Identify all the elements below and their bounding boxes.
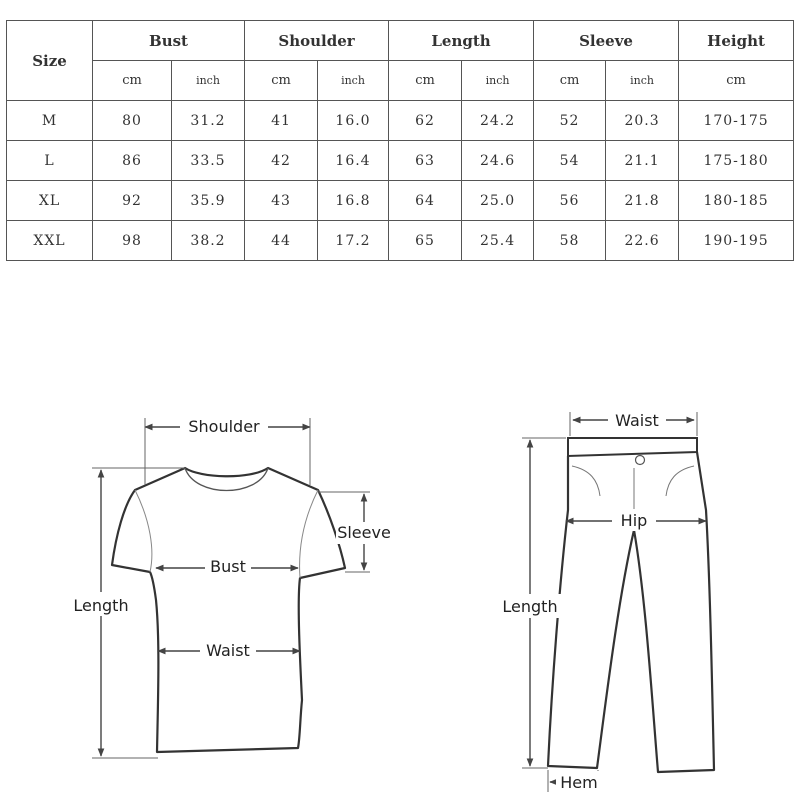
unit-inch: inch [172, 61, 245, 101]
size-cell: XXL [7, 221, 93, 261]
size-cell: L [7, 141, 93, 181]
value-cell: 86 [93, 141, 172, 181]
value-cell: 38.2 [172, 221, 245, 261]
value-cell: 20.3 [606, 101, 679, 141]
value-cell: 43 [245, 181, 318, 221]
value-cell: 42 [245, 141, 318, 181]
height-header: Height [679, 21, 794, 61]
value-cell: 21.1 [606, 141, 679, 181]
value-cell: 16.0 [318, 101, 389, 141]
value-cell: 33.5 [172, 141, 245, 181]
unit-cm: cm [93, 61, 172, 101]
value-cell: 170-175 [679, 101, 794, 141]
sleeve-header: Sleeve [534, 21, 679, 61]
pants-pocket-left [572, 466, 600, 496]
hem-label: Hem [560, 773, 598, 792]
value-cell: 16.4 [318, 141, 389, 181]
unit-inch: inch [318, 61, 389, 101]
shoulder-label: Shoulder [188, 417, 260, 436]
unit-inch: inch [462, 61, 534, 101]
value-cell: 21.8 [606, 181, 679, 221]
value-cell: 17.2 [318, 221, 389, 261]
waist-label: Waist [206, 641, 250, 660]
value-cell: 98 [93, 221, 172, 261]
unit-inch: inch [606, 61, 679, 101]
value-cell: 54 [534, 141, 606, 181]
pants-waistband [568, 438, 697, 456]
value-cell: 16.8 [318, 181, 389, 221]
value-cell: 175-180 [679, 141, 794, 181]
value-cell: 58 [534, 221, 606, 261]
length-header: Length [389, 21, 534, 61]
size-header: Size [7, 21, 93, 101]
sleeve-seam-left [135, 490, 152, 572]
value-cell: 31.2 [172, 101, 245, 141]
pants-pocket-right [666, 466, 694, 496]
value-cell: 44 [245, 221, 318, 261]
pants-waist-label: Waist [615, 411, 659, 430]
length-label: Length [73, 596, 129, 615]
unit-cm: cm [245, 61, 318, 101]
unit-cm: cm [679, 61, 794, 101]
value-cell: 62 [389, 101, 462, 141]
sleeve-seam-right [300, 490, 318, 578]
unit-cm: cm [534, 61, 606, 101]
value-cell: 24.6 [462, 141, 534, 181]
value-cell: 64 [389, 181, 462, 221]
pants-hip-label: Hip [620, 511, 648, 530]
tshirt-outline [112, 468, 345, 752]
value-cell: 180-185 [679, 181, 794, 221]
value-cell: 22.6 [606, 221, 679, 261]
value-cell: 35.9 [172, 181, 245, 221]
value-cell: 80 [93, 101, 172, 141]
value-cell: 63 [389, 141, 462, 181]
size-cell: M [7, 101, 93, 141]
value-cell: 41 [245, 101, 318, 141]
size-cell: XL [7, 181, 93, 221]
sleeve-label: Sleeve [337, 523, 391, 542]
pants-outline [548, 452, 714, 772]
bust-header: Bust [93, 21, 245, 61]
value-cell: 190-195 [679, 221, 794, 261]
value-cell: 56 [534, 181, 606, 221]
value-cell: 92 [93, 181, 172, 221]
tshirt-diagram [68, 414, 394, 758]
unit-cm: cm [389, 61, 462, 101]
pants-button [636, 456, 645, 465]
value-cell: 24.2 [462, 101, 534, 141]
value-cell: 25.4 [462, 221, 534, 261]
bust-label: Bust [210, 557, 246, 576]
tshirt-collar [185, 468, 268, 491]
value-cell: 52 [534, 101, 606, 141]
pants-diagram [497, 408, 714, 793]
pants-length-label: Length [502, 597, 558, 616]
shoulder-header: Shoulder [245, 21, 389, 61]
value-cell: 65 [389, 221, 462, 261]
value-cell: 25.0 [462, 181, 534, 221]
